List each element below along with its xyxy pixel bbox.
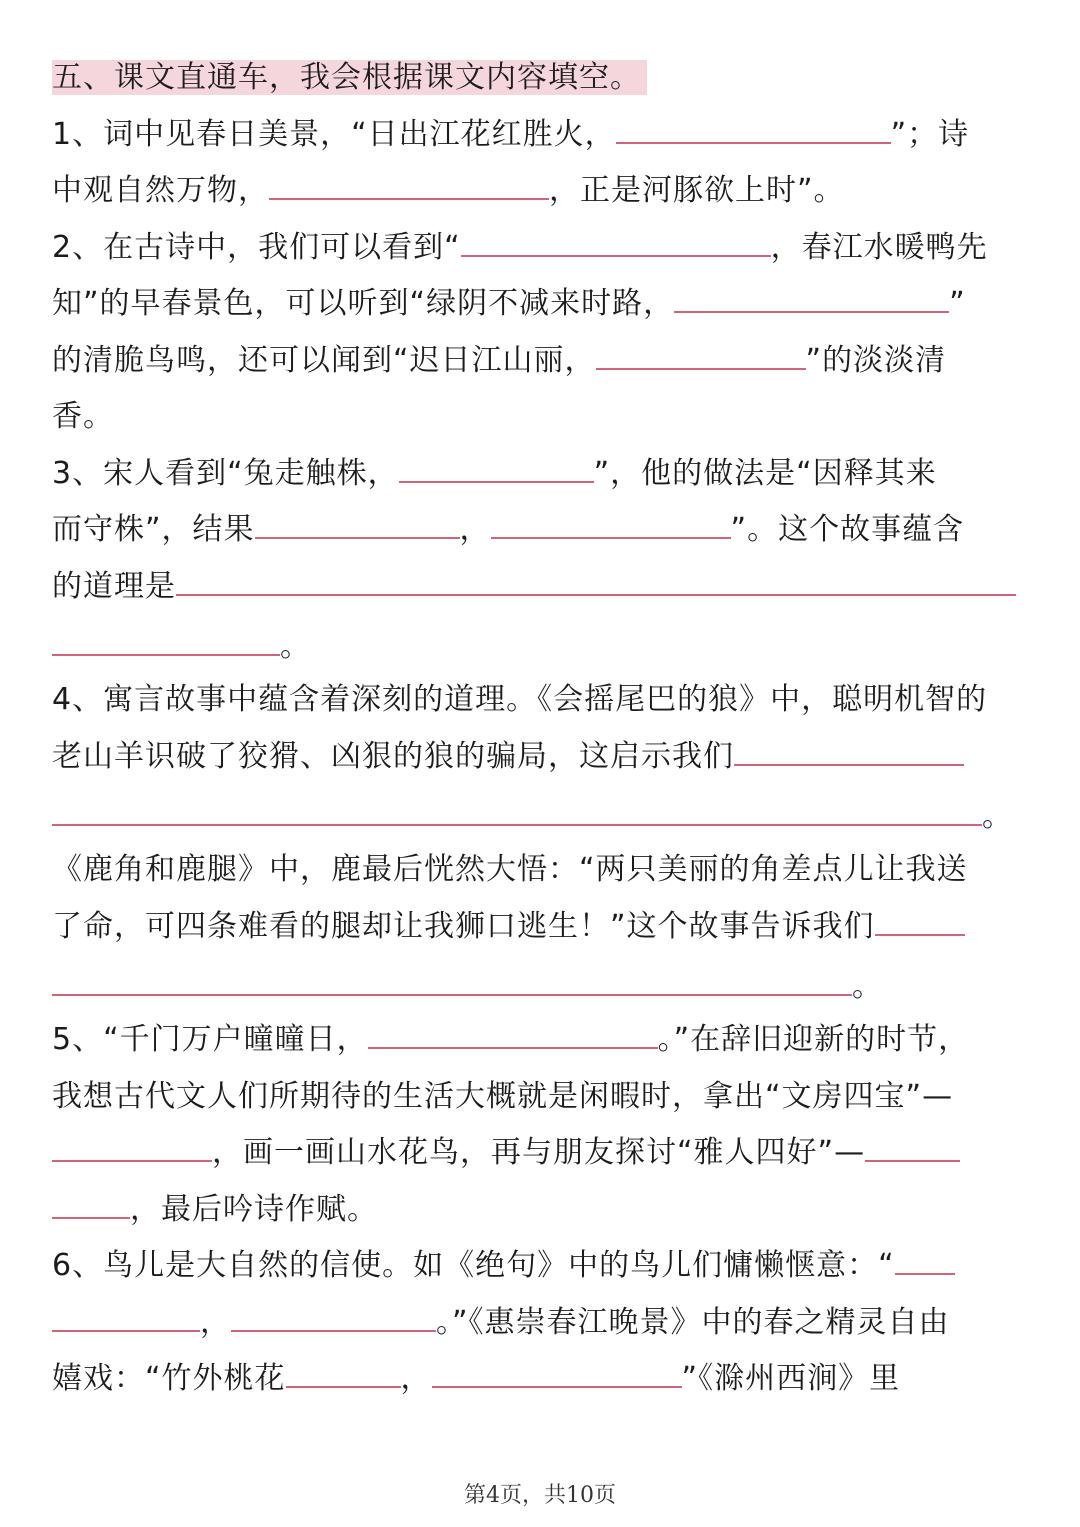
q3-text: ， [459,512,491,547]
q2-line-2 [52,282,966,326]
q6-text: ”《滁州西涧》里 [681,1361,901,1396]
q6-text: ， [200,1305,231,1340]
q3-text: ”。这个故事蕴含 [730,512,965,547]
q4-line-4 [52,848,968,892]
answer-blank[interactable] [286,1358,401,1388]
q5-line-4 [52,1188,378,1232]
answer-blank[interactable] [432,1358,682,1388]
section-heading-line [52,56,647,100]
q1-line-2 [52,169,845,213]
q5-line-1 [52,1018,969,1062]
q3-text: 而守株”，结果 [52,512,255,547]
q5-line-2 [52,1075,953,1119]
answer-blank[interactable] [176,566,1016,596]
q6-line-3 [52,1357,900,1401]
answer-blank[interactable] [52,966,852,996]
q4-text: 4、寓言故事中蕴含着深刻的道理。《会摇尾巴的狼》中，聪明机智的 [52,682,988,717]
answer-blank[interactable] [399,453,594,483]
answer-blank[interactable] [895,1245,955,1275]
answer-blank[interactable] [368,1019,658,1049]
q2-text: 2、在古诗中，我们可以看到“ [52,230,461,265]
q3-text: ”，他的做法是“因释其来 [593,456,937,491]
q5-text: 5、“千门万户曈曈日， [52,1022,368,1057]
q6-text: 。”《惠崇春江晚景》中的春之精灵自由 [436,1305,950,1340]
q4-line-3 [52,795,1013,839]
q6-text: ， [400,1361,432,1396]
answer-blank[interactable] [865,1132,960,1162]
section-title: 五、课文直通车，我会根据课文内容填空。 [52,60,647,95]
q1-line-1 [52,113,969,157]
q5-text: 。”在辞旧迎新的时节， [657,1022,970,1057]
q6-line-1 [52,1244,955,1288]
q5-text: 我想古代文人们所期待的生活大概就是闲暇时，拿出“文房四宝”— [52,1079,954,1114]
answer-blank[interactable] [52,1189,130,1219]
q1-text: 中观自然万物， [52,173,269,208]
answer-blank[interactable] [52,1132,212,1162]
answer-blank[interactable] [674,283,949,313]
q3-line-3 [52,565,1016,609]
q1-text: 1、词中见春日美景，“日出江花红胜火， [52,117,616,152]
answer-blank[interactable] [52,626,280,656]
q6-text: 6、鸟儿是大自然的信使。如《绝句》中的鸟儿们慵懒惬意：“ [52,1248,895,1283]
q2-line-3 [52,339,946,383]
q5-text: ，画一画山水花鸟，再与朋友探讨“雅人四好”— [212,1135,866,1170]
answer-blank[interactable] [52,796,982,826]
q1-text: ，正是河豚欲上时”。 [549,173,845,208]
q2-line-4 [52,395,114,439]
answer-blank[interactable] [734,736,964,766]
q4-text: 。 [852,969,883,1004]
q4-text: 老山羊识破了狡猾、凶狠的狼的骗局，这启示我们 [52,739,734,774]
q2-text: 香。 [52,399,114,434]
q4-text: 《鹿角和鹿腿》中，鹿最后恍然大悟：“两只美丽的角差点儿让我送 [52,852,968,887]
q4-text: 。 [982,799,1013,834]
q4-line-2 [52,735,964,779]
q3-line-1 [52,452,937,496]
q5-line-3 [52,1131,960,1175]
answer-blank[interactable] [491,509,731,539]
q4-line-6 [52,965,883,1009]
answer-blank[interactable] [616,114,891,144]
q2-text: 知”的早春景色，可以听到“绿阴不减来时路， [52,286,675,321]
answer-blank[interactable] [596,340,806,370]
answer-blank[interactable] [875,906,965,936]
q3-text: 。 [280,629,311,664]
answer-blank[interactable] [52,1302,200,1332]
q2-line-1 [52,226,988,270]
q6-line-2 [52,1301,950,1345]
q3-text: 的道理是 [52,569,176,604]
answer-blank[interactable] [231,1302,436,1332]
q2-text: ” [949,286,966,321]
q2-text: ”的淡淡清 [805,343,947,378]
q5-text: ，最后吟诗作赋。 [130,1192,378,1227]
q2-text: ，春江水暖鸭先 [770,230,988,265]
answer-blank[interactable] [269,170,549,200]
q4-line-1 [52,678,987,722]
answer-blank[interactable] [255,509,460,539]
q1-text: ”；诗 [890,117,970,152]
q4-line-5 [52,905,965,949]
q3-line-4 [52,625,311,669]
q2-text: 的清脆鸟鸣，还可以闻到“迟日江山丽， [52,343,596,378]
page-number-footer: 第4页，共10页 [464,1483,616,1508]
answer-blank[interactable] [461,227,771,257]
q3-text: 3、宋人看到“兔走触株， [52,456,399,491]
q6-text: 嬉戏：“竹外桃花 [52,1361,286,1396]
q4-text: 了命，可四条难看的腿却让我狮口逃生！”这个故事告诉我们 [52,909,875,944]
q3-line-2 [52,508,964,552]
